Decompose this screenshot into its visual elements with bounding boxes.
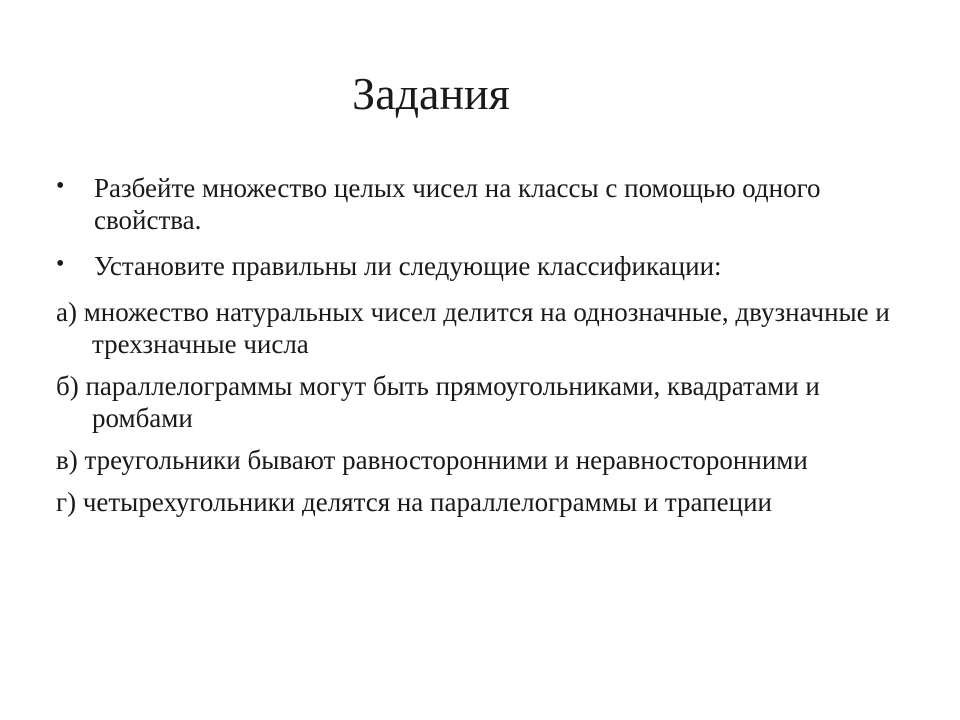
classification-item-a: а) множество натуральных чисел делится на однозначные, двузначные и трехзначные числа (56, 297, 890, 359)
slide-title: Задания (352, 68, 510, 119)
classification-item-v: в) треугольники бывают равносторонними и неравносторонними (56, 445, 808, 475)
bullet-item-1 (56, 172, 926, 236)
classification-item-b: б) параллелограммы могут быть прямоугольниками, квадратами и ромбами (56, 371, 820, 433)
bullet-item-2 (56, 250, 926, 282)
bullet-text: Разбейте множество целых чисел на классы с помощью одного свойства. (94, 173, 821, 235)
slide-content (56, 172, 926, 528)
classification-item-g: г) четырехугольники делятся на параллелограммы и трапеции (56, 487, 772, 517)
bullet-text: Установите правильны ли следующие классификации: (94, 251, 722, 281)
bullet-icon: • (56, 251, 65, 277)
bullet-icon: • (56, 173, 65, 199)
